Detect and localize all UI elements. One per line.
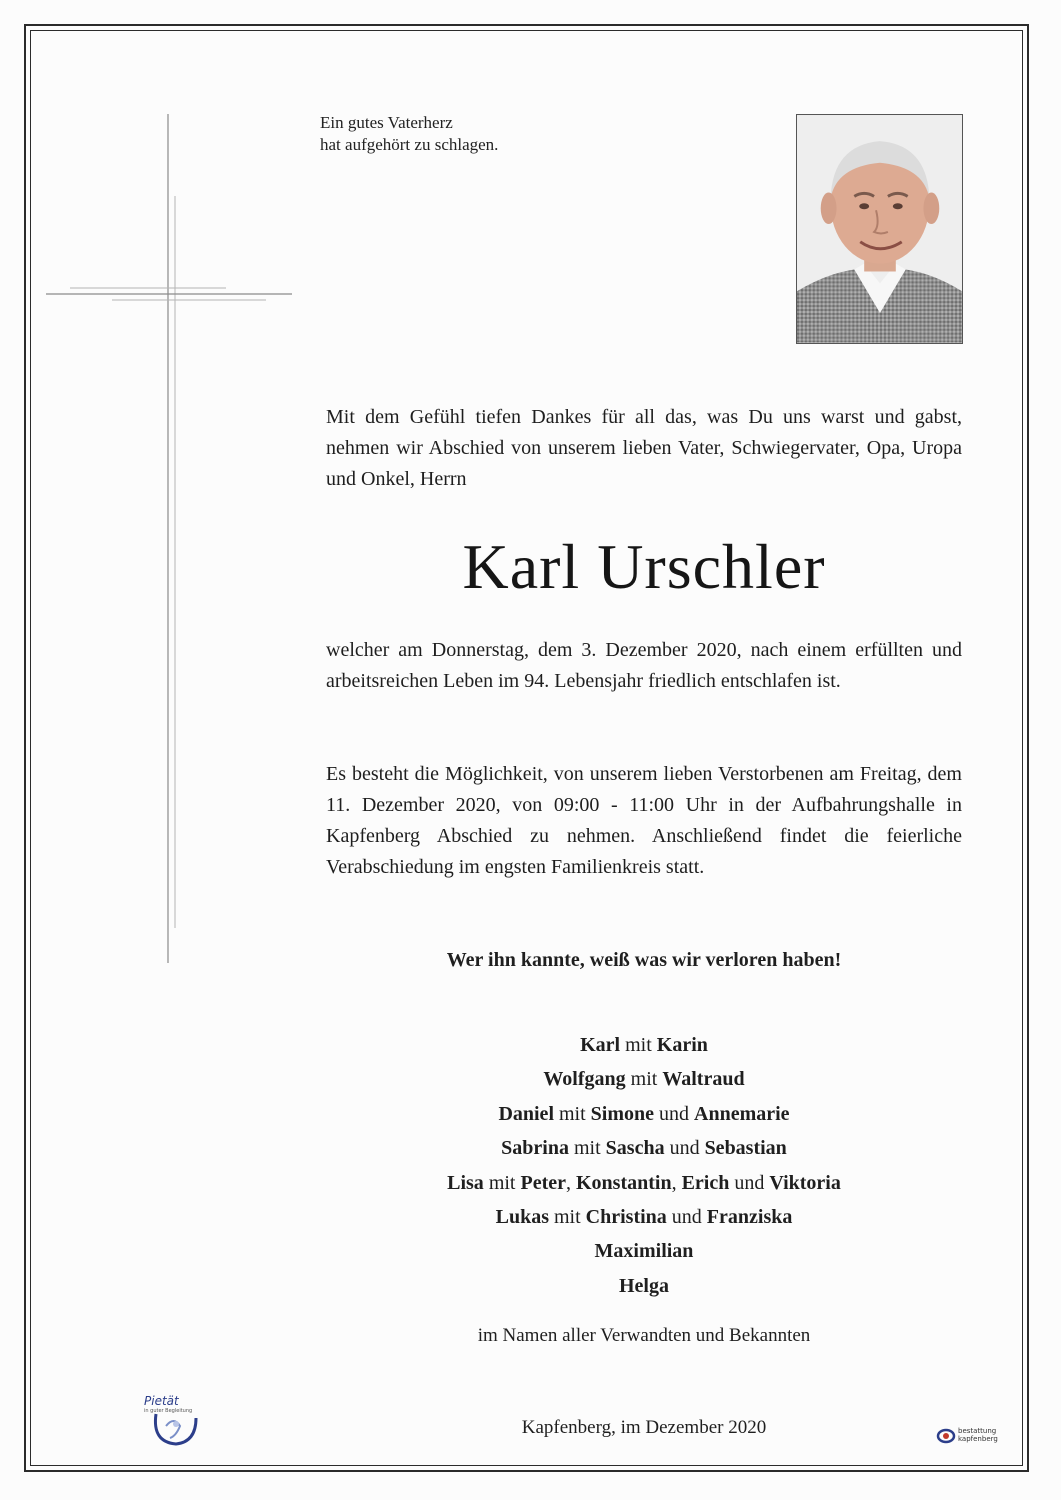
family-name: Franziska	[706, 1205, 793, 1228]
family-row	[326, 1131, 962, 1165]
cross-symbol	[40, 108, 300, 968]
family-name: Annemarie	[694, 1102, 790, 1125]
family-connector: ,	[671, 1171, 682, 1194]
family-name: Helga	[619, 1274, 669, 1297]
family-name: Sabrina	[501, 1137, 569, 1160]
bestattung-logo-icon	[936, 1426, 958, 1446]
family-row	[326, 1062, 962, 1096]
family-row	[326, 1166, 962, 1200]
family-connector: ,	[566, 1171, 576, 1194]
memorial-quote: Wer ihn kannte, weiß was wir verloren haben!	[446, 949, 842, 971]
deceased-name: Karl Urschler	[462, 531, 826, 602]
motto-line-1: Ein gutes Vaterherz	[320, 113, 453, 132]
portrait-image	[797, 115, 962, 343]
pietaet-logo-text: Pietät	[144, 1394, 179, 1408]
family-row	[326, 1097, 962, 1131]
family-row	[326, 1028, 962, 1062]
family-name: Waltraud	[662, 1068, 745, 1091]
farewell-paragraph: Es besteht die Möglichkeit, von unserem lieben Verstorbenen am Freitag, dem 11. Dezember 2020, von 09:00 - 11:00 Uhr in der Aufbahrungshalle in Kapfenberg Abschied zu nehmen. Anschließend findet die feierliche Verabschiedung im engsten Familienkreis statt.	[326, 763, 962, 878]
portrait-photo	[796, 114, 963, 344]
family-name: Maximilian	[594, 1240, 694, 1263]
family-connector: und	[654, 1102, 695, 1125]
family-connector: mit	[625, 1068, 663, 1091]
bestattung-logo	[936, 1426, 1016, 1448]
family-row	[326, 1200, 962, 1234]
family-name: Lukas	[495, 1205, 549, 1228]
family-connector: mit	[483, 1171, 521, 1194]
family-name: Wolfgang	[543, 1068, 626, 1091]
family-connector: und	[666, 1205, 707, 1228]
family-connector: und	[729, 1171, 770, 1194]
family-connector: mit	[554, 1102, 591, 1125]
family-name: Viktoria	[769, 1171, 841, 1194]
place-date: Kapfenberg, im Dezember 2020	[521, 1417, 767, 1438]
family-name: Daniel	[498, 1102, 554, 1125]
family-name: Peter	[520, 1171, 566, 1194]
motto	[320, 112, 740, 156]
family-name: Karl	[580, 1034, 621, 1056]
death-paragraph: welcher am Donnerstag, dem 3. Dezember 2020, nach einem erfüllten und arbeitsreichen Leben im 94. Lebensjahr friedlich entschlafen ist.	[326, 639, 962, 692]
family-name: Karin	[656, 1034, 708, 1056]
pietaet-logo	[136, 1392, 210, 1448]
family-connector: mit	[620, 1034, 657, 1056]
family-row	[326, 1234, 962, 1268]
bestattung-logo-line-1: bestattung	[958, 1427, 997, 1435]
family-name: Sascha	[605, 1137, 665, 1160]
family-name: Lisa	[447, 1171, 484, 1194]
family-name: Christina	[585, 1205, 667, 1228]
family-name: Erich	[681, 1171, 730, 1194]
family-connector: mit	[568, 1137, 606, 1160]
family-name: Konstantin	[576, 1171, 672, 1194]
intro-paragraph: Mit dem Gefühl tiefen Dankes für all das, was Du uns warst und gabst, nehmen wir Abschied von unserem lieben Vater, Schwiegervater, Opa, Uropa und Onkel, Herrn	[326, 406, 962, 490]
closing-line: im Namen aller Verwandten und Bekannten	[477, 1325, 811, 1346]
family-connector: mit	[549, 1205, 586, 1228]
family-name: Sebastian	[704, 1137, 787, 1160]
pietaet-logo-subtext: in guter Begleitung	[144, 1408, 193, 1414]
family-list	[326, 1028, 962, 1303]
bestattung-logo-text	[958, 1427, 998, 1443]
bestattung-logo-line-2: kapfenberg	[958, 1435, 998, 1443]
family-name: Simone	[590, 1102, 655, 1125]
family-connector: und	[664, 1137, 705, 1160]
motto-line-2: hat aufgehört zu schlagen.	[320, 135, 499, 154]
family-row	[326, 1269, 962, 1303]
